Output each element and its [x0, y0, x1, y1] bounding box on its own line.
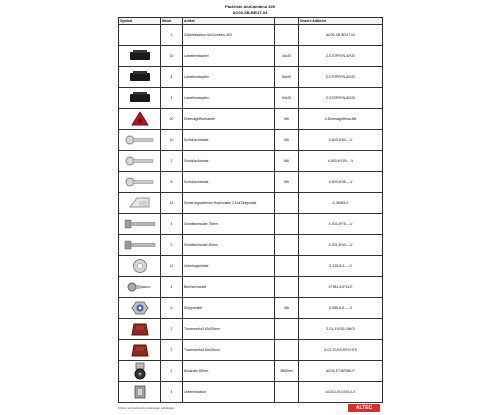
qty-cell: 4 [161, 88, 183, 109]
table-row [119, 25, 383, 46]
table-row [119, 214, 383, 235]
dimension-cell [275, 193, 299, 214]
article-cell: Lamellenstopfen [183, 88, 275, 109]
plug-icon [119, 67, 161, 88]
article-number-cell: AC00-LEI-0240-0-X [299, 382, 383, 403]
table-row [119, 88, 383, 109]
hex-bolt-icon [119, 214, 161, 235]
article-number-cell: Z-GL-FUSS-RECHTS [299, 340, 383, 361]
dimension-cell [275, 25, 299, 46]
dimension-cell [275, 340, 299, 361]
carriage-bolt-icon [119, 172, 161, 193]
article-number-cell: Z-STOPFEN-40*20 [299, 46, 383, 67]
article-cell: Stoppmutter [183, 298, 275, 319]
dimension-cell [275, 214, 299, 235]
qty-cell: 8 [161, 172, 183, 193]
article-cell: Schloßschraube [183, 172, 275, 193]
article-cell: Dreieckgriffschraube [183, 109, 275, 130]
article-number-cell: X7981-4,8*13-E [299, 277, 383, 298]
article-cell: Sicherungsklemme Horizontale 2,1ml Diagonale [183, 193, 275, 214]
table-row [119, 277, 383, 298]
article-number-cell: X-603-6*35----V [299, 172, 383, 193]
triangle-knob-icon [119, 109, 161, 130]
plug-icon [119, 88, 161, 109]
table-row [119, 298, 383, 319]
qty-cell: 12 [161, 193, 183, 214]
dimension-cell [275, 235, 299, 256]
table-header-row [119, 18, 383, 25]
article-cell: Schaftschraube 75mm [183, 214, 275, 235]
dimension-cell: M6 [275, 130, 299, 151]
table-row [119, 256, 383, 277]
document-code: AC00-ZB-BEUT-04 [232, 10, 268, 15]
table-row [119, 109, 383, 130]
carriage-bolt-icon [119, 130, 161, 151]
column-header-qty: Stück [161, 18, 183, 25]
qty-cell: 4 [161, 382, 183, 403]
table-row [119, 46, 383, 67]
article-cell: Lamellenstopfen [183, 46, 275, 67]
caster-icon [119, 361, 161, 382]
qty-cell: 4 [161, 277, 183, 298]
qty-cell: 6 [161, 298, 183, 319]
column-header-article-number: Unsere Artikelnr [299, 18, 383, 25]
qty-cell: 2 [161, 361, 183, 382]
table-row [119, 382, 383, 403]
article-number-cell: X-931-8*40----V [299, 235, 383, 256]
table-row [119, 319, 383, 340]
table-row [119, 151, 383, 172]
article-number-cell: Z-STOPFEN-60*25 [299, 88, 383, 109]
article-number-cell: X-125-8,4-----V [299, 256, 383, 277]
qty-cell: 1 [161, 25, 183, 46]
article-number-cell: X-603-6*60----V [299, 130, 383, 151]
dimension-cell: Ø80mm [275, 361, 299, 382]
qty-cell: 20 [161, 109, 183, 130]
article-number-cell: X-985-8-8-----V [299, 298, 383, 319]
qty-cell: 10 [161, 46, 183, 67]
article-number-cell: AC00-ZB-BEUT-04 [299, 25, 383, 46]
page-title: Packliste AluCombino 400 [225, 4, 275, 9]
qty-cell: 10 [161, 130, 183, 151]
brand-logo: ALTEC [348, 404, 380, 412]
qty-cell: 4 [161, 214, 183, 235]
dimension-cell [275, 382, 299, 403]
dimension-cell: M6 [275, 151, 299, 172]
table-row [119, 130, 383, 151]
qty-cell: 2 [161, 340, 183, 361]
article-number-cell: Z-GL-FUSS-LINKS [299, 319, 383, 340]
qty-cell: 4 [161, 67, 183, 88]
qty-cell: 2 [161, 235, 183, 256]
article-number-cell: X-931-8*75----V [299, 214, 383, 235]
column-header-symbol: Symbol [119, 18, 161, 25]
washer-icon [119, 256, 161, 277]
table-row [119, 193, 383, 214]
dimension-cell: M8 [275, 298, 299, 319]
hex-bolt-icon [119, 235, 161, 256]
article-cell: Lamellenstopfen [183, 67, 275, 88]
dimension-cell: M6 [275, 109, 299, 130]
plug-icon [119, 46, 161, 67]
dimension-cell: 60x20 [275, 67, 299, 88]
article-cell: Traversenfuß 60x25mm [183, 319, 275, 340]
article-cell: Unterlegscheibe [183, 256, 275, 277]
article-number-cell: Z-Dreieckgriffmut-M6 [299, 109, 383, 130]
dimension-cell [275, 256, 299, 277]
parts-table [118, 17, 383, 403]
qty-cell: 2 [161, 151, 183, 172]
article-number-cell: X-603-6*100----V [299, 151, 383, 172]
table-row [119, 172, 383, 193]
article-cell: Traversenfuß 60x25mm [183, 340, 275, 361]
lock-nut-icon [119, 298, 161, 319]
table-row [119, 67, 383, 88]
table-row [119, 340, 383, 361]
ladder-insert-icon [119, 382, 161, 403]
dimension-cell [275, 277, 299, 298]
article-cell: Bockrolle 80mm [183, 361, 275, 382]
packing-list-sheet [118, 4, 382, 409]
article-cell: Schloßschraube [183, 151, 275, 172]
article-number-cell: AC00-ET-BR080-P [299, 361, 383, 382]
foot-right-icon [119, 340, 161, 361]
box-icon [119, 25, 161, 46]
carriage-bolt-icon [119, 151, 161, 172]
dimension-cell: 60x25 [275, 88, 299, 109]
foot-left-icon [119, 319, 161, 340]
article-cell: Schloßschraube [183, 130, 275, 151]
footer-note: Irrtümer und technische Änderungen vorbehalten [118, 407, 175, 410]
article-cell: Leitereinschub [183, 382, 275, 403]
article-cell: Blechschraube [183, 277, 275, 298]
qty-cell: 12 [161, 256, 183, 277]
article-cell: Schaftschraube 40mm [183, 235, 275, 256]
column-header-article: Artikel [183, 18, 275, 25]
table-row [119, 235, 383, 256]
dimension-cell [275, 319, 299, 340]
dimension-cell: 40x20 [275, 46, 299, 67]
table-row [119, 361, 383, 382]
article-number-cell: Z-STOPFEN-60*20 [299, 67, 383, 88]
sheet-screw-icon [119, 277, 161, 298]
qty-cell: 2 [161, 319, 183, 340]
column-header-dimension [275, 18, 299, 25]
article-number-cell: Z-36083-0 [299, 193, 383, 214]
article-cell: Zubehörkarton AluCombino 400 [183, 25, 275, 46]
clamp-icon [119, 193, 161, 214]
dimension-cell: M6 [275, 172, 299, 193]
